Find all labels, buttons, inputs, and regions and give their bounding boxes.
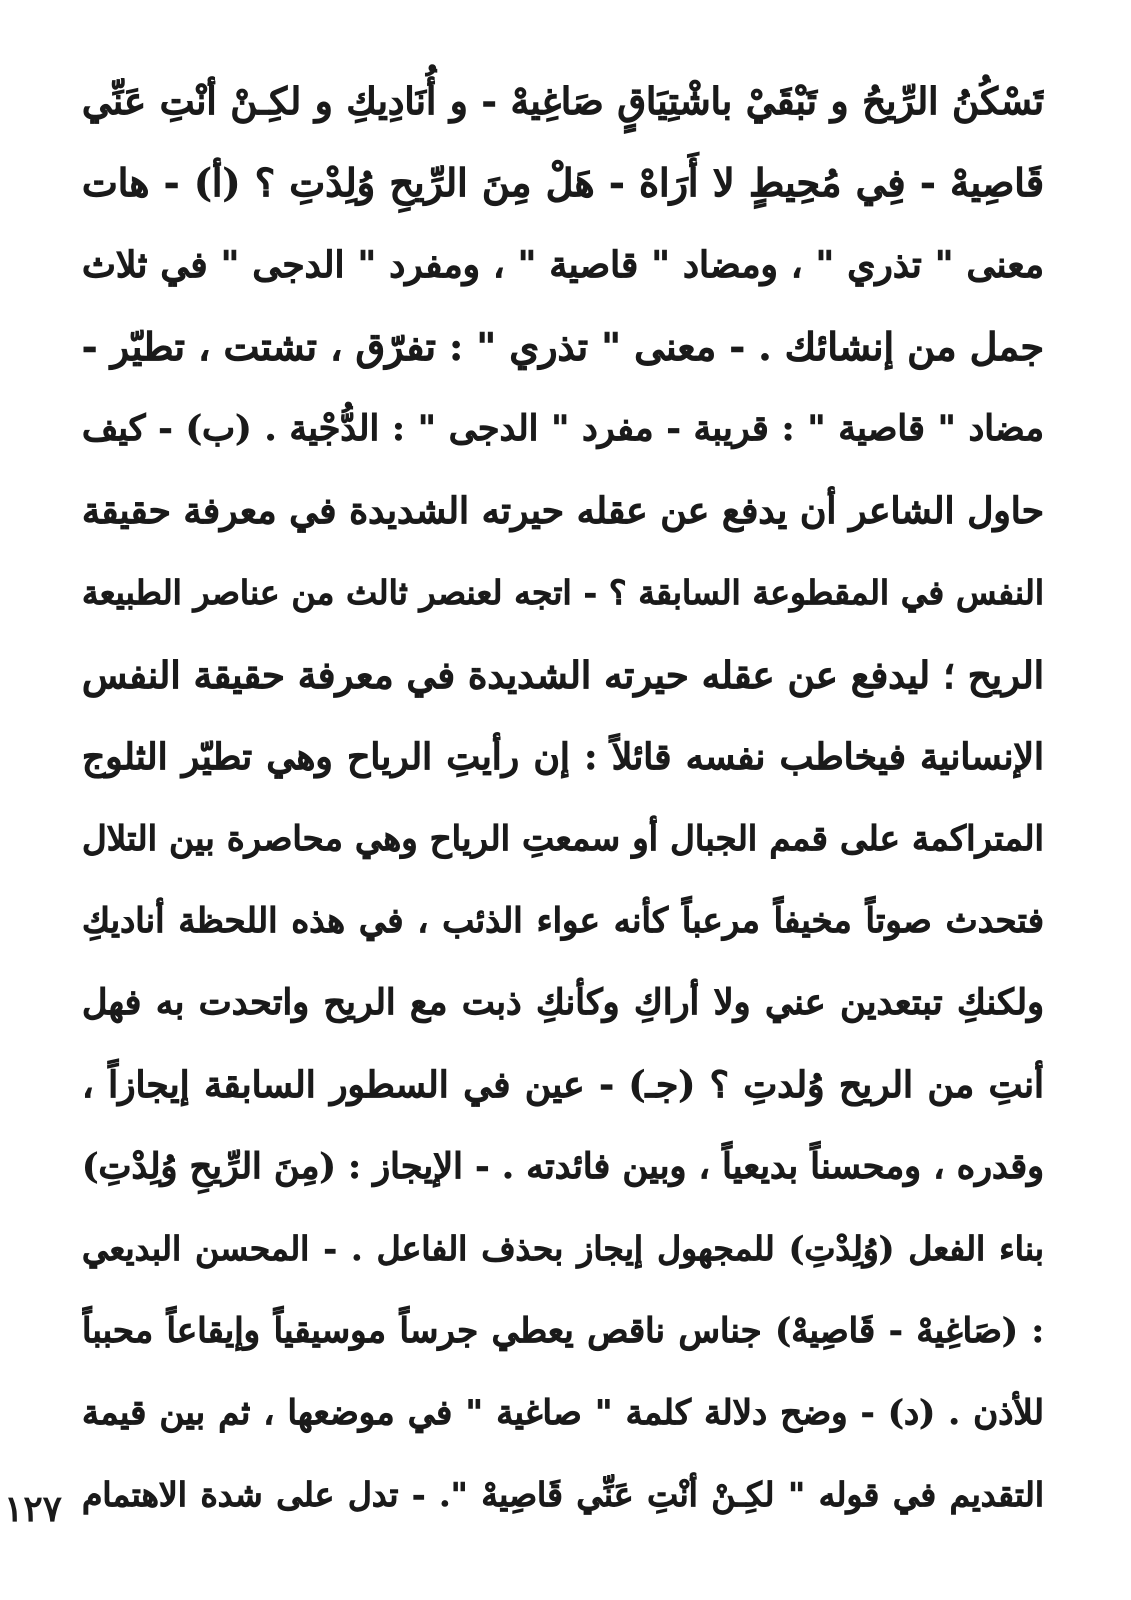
- text-line: المتراكمة على قمم الجبال أو سمعتِ الرياح وهي محاصرة بين التلال: [82, 819, 1044, 859]
- text-line: الإنسانية فيخاطب نفسه قائلاً : إن رأيتِ الرياح وهي تطيّر الثلوج: [82, 736, 1044, 778]
- text-line: فتحدث صوتاً مخيفاً مرعباً كأنه عواء الذئب ، في هذه اللحظة أناديكِ: [82, 901, 1044, 941]
- page-number: ١٢٧: [4, 1488, 63, 1530]
- body-text: [82, 60, 1044, 1536]
- text-line: حاول الشاعر أن يدفع عن عقله حيرته الشديدة في معرفة حقيقة: [82, 490, 1044, 532]
- text-line: : (صَاغِيهْ - قَاصِيهْ) جناس ناقص يعطي جرساً موسيقياً وإيقاعاً محبباً: [82, 1311, 1044, 1351]
- text-line: قَاصِيهْ - فِي مُحِيطٍ لا أَرَاهْ - هَلْ مِنَ الرِّيحِ وُلِدْتِ ؟ (أ) - هات: [82, 160, 1044, 205]
- text-line: بناء الفعل (وُلِدْتِ) للمجهول إيجاز بحذف الفاعل . - المحسن البديعي: [82, 1229, 1044, 1268]
- text-line: ولكنكِ تبتعدين عني ولا أراكِ وكأنكِ ذبت مع الريح واتحدت به فهل: [82, 982, 1044, 1023]
- text-line: التقديم في قوله " لكِـنْ أنْتِ عَنِّي قَاصِيهْ ". - تدل على شدة الاهتمام: [82, 1475, 1044, 1514]
- text-line: تَسْكُنُ الرِّيحُ و تَبْقَيْ باشْتِيَاقٍ صَاغِيهْ - و أُنَادِيكِ و لكِـنْ أنْتِ عَنِّي: [82, 79, 1044, 123]
- text-line: معنى " تذري " ، ومضاد " قاصية " ، ومفرد " الدجى " في ثلاث: [82, 244, 1044, 286]
- text-line: للأذن . (د) - وضح دلالة كلمة " صاغية " في موضعها ، ثم بين قيمة: [82, 1393, 1044, 1433]
- text-line: مضاد " قاصية " : قريبة - مفرد " الدجى " : الدُّجْية . (ب) - كيف: [82, 408, 1044, 449]
- text-line: جمل من إنشائك . - معنى " تذري " : تفرّق ، تشتت ، تطيّر -: [82, 324, 1044, 369]
- text-line: أنتِ من الريح وُلدتِ ؟ (جـ) - عين في السطور السابقة إيجازاً ،: [82, 1064, 1044, 1106]
- text-line: وقدره ، ومحسناً بديعياً ، وبين فائدته . - الإيجاز : (مِنَ الرِّيحِ وُلِدْتِ): [82, 1146, 1044, 1187]
- text-line: الريح ؛ ليدفع عن عقله حيرته الشديدة في معرفة حقيقة النفس: [82, 653, 1044, 697]
- text-line: النفس في المقطوعة السابقة ؟ - اتجه لعنصر ثالث من عناصر الطبيعة: [82, 573, 1044, 612]
